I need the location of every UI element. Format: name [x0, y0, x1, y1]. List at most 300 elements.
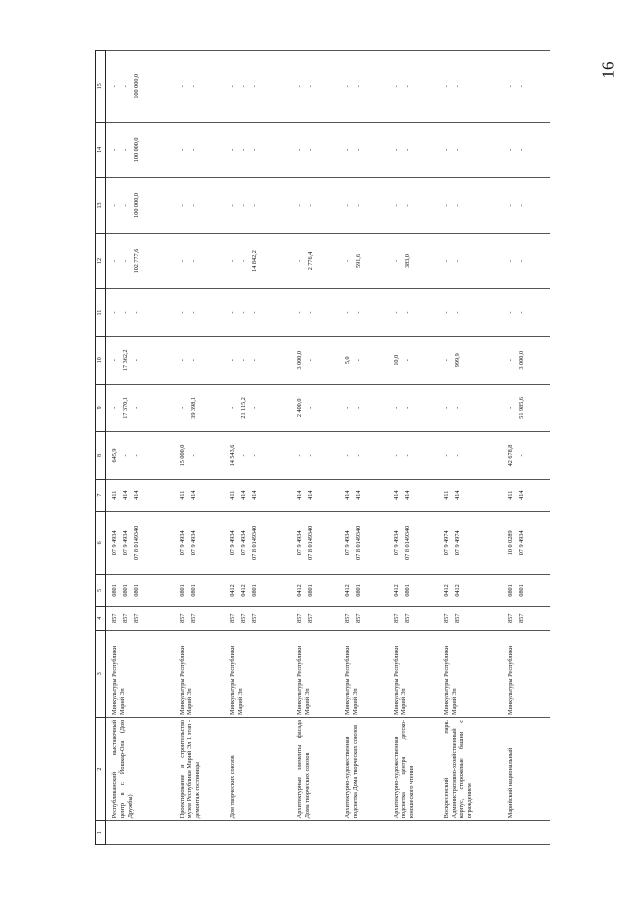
- value-line: 3 000,0: [296, 350, 304, 370]
- value-cell: [388, 575, 438, 607]
- column-header: 1: [96, 821, 106, 845]
- value-line: -: [453, 148, 461, 151]
- value-cell: [438, 432, 502, 480]
- administrator-cell: Минкультуры Республики Марий Эл: [174, 630, 224, 717]
- value-line: 414: [403, 490, 411, 500]
- value-line: -: [392, 406, 400, 409]
- value-cell: [502, 289, 550, 337]
- value-line: 0801: [506, 584, 514, 597]
- value-cell: [224, 178, 291, 234]
- value-line: 857: [517, 613, 525, 623]
- value-line: -: [403, 406, 411, 409]
- value-cell: [106, 575, 174, 607]
- column-header: 13: [96, 178, 106, 234]
- value-line: -: [392, 311, 400, 314]
- value-line: -: [111, 204, 118, 207]
- value-line: -: [189, 85, 197, 88]
- administrator-cell: Минкультуры Республики Марий Эл: [438, 630, 502, 717]
- value-cell: [502, 51, 550, 123]
- value-cell: [174, 233, 224, 289]
- value-line: 857: [111, 613, 118, 623]
- value-line: -: [517, 259, 525, 263]
- table-row: [438, 51, 502, 845]
- value-line: -: [239, 85, 247, 88]
- value-cell: [438, 336, 502, 384]
- value-cell: [388, 432, 438, 480]
- value-line: -: [122, 311, 129, 314]
- value-line: 102 777,6: [133, 248, 140, 274]
- value-cell: [174, 122, 224, 178]
- value-cell: [174, 178, 224, 234]
- value-line: -: [453, 406, 461, 409]
- value-line: 0412: [239, 584, 247, 597]
- value-line: -: [122, 85, 129, 88]
- value-line: -: [178, 85, 186, 88]
- value-line: 14 543,6: [228, 444, 236, 467]
- value-line: -: [178, 406, 186, 409]
- value-line: 2 776,4: [307, 251, 315, 271]
- row-number-cell: [106, 821, 174, 845]
- value-line: -: [355, 359, 363, 362]
- value-line: 857: [296, 613, 304, 623]
- administrator-cell: Минкультуры Республики: [502, 630, 550, 717]
- table-row: [106, 51, 174, 845]
- value-cell: [174, 479, 224, 511]
- value-line: -: [517, 454, 525, 457]
- value-line: -: [122, 148, 129, 151]
- value-cell: [502, 336, 550, 384]
- object-name-cell: Архитектурно-художественная подсветка центра детско-юношеского чтения: [388, 717, 438, 820]
- value-line: -: [344, 311, 352, 314]
- value-line: 857: [228, 613, 236, 623]
- value-line: 414: [344, 490, 352, 500]
- value-line: 414: [239, 490, 247, 500]
- object-name-cell: Марийский национальный: [502, 717, 550, 820]
- value-line: -: [517, 148, 525, 151]
- value-line: -: [239, 311, 247, 314]
- value-line: 0412: [392, 584, 400, 597]
- value-cell: [339, 122, 387, 178]
- value-line: 17 362,2: [122, 349, 129, 372]
- value-cell: [339, 233, 387, 289]
- value-cell: [106, 606, 174, 630]
- value-line: 07 9 4934: [517, 530, 525, 556]
- value-line: -: [239, 204, 247, 207]
- value-line: 857: [403, 613, 411, 623]
- value-line: 07 8 0149340: [403, 525, 411, 560]
- table-row: [291, 51, 339, 845]
- value-line: -: [344, 259, 352, 263]
- value-line: 07 9 4934: [228, 530, 236, 556]
- value-line: 411: [111, 490, 118, 500]
- value-line: -: [453, 454, 461, 457]
- value-line: -: [355, 148, 363, 151]
- value-cell: [174, 336, 224, 384]
- value-line: -: [189, 259, 197, 263]
- value-cell: [339, 289, 387, 337]
- value-line: 07 8 0149340: [355, 525, 363, 560]
- value-line: 0801: [517, 584, 525, 597]
- value-cell: [388, 51, 438, 123]
- value-line: -: [517, 85, 525, 88]
- value-cell: [388, 479, 438, 511]
- object-name-cell: Архитектурно-художественная подсветка Дома творческих союзов: [339, 717, 387, 820]
- value-line: -: [453, 85, 461, 88]
- value-line: -: [442, 454, 450, 457]
- value-line: -: [296, 148, 304, 151]
- value-line: -: [344, 454, 352, 457]
- value-line: -: [111, 311, 118, 314]
- value-line: -: [355, 85, 363, 88]
- value-cell: [224, 384, 291, 432]
- value-cell: [339, 575, 387, 607]
- column-header: 9: [96, 384, 106, 432]
- value-line: -: [307, 454, 315, 457]
- value-cell: [339, 384, 387, 432]
- value-line: -: [111, 148, 118, 151]
- value-line: 0801: [189, 584, 197, 597]
- value-line: 411: [442, 490, 450, 500]
- administrator-cell: Минкультуры Республики Марий Эл: [339, 630, 387, 717]
- value-line: 0801: [122, 584, 129, 597]
- value-line: 414: [307, 490, 315, 500]
- value-line: 2 400,0: [296, 398, 304, 418]
- value-line: 857: [178, 613, 186, 623]
- value-cell: [106, 336, 174, 384]
- value-line: 857: [355, 613, 363, 623]
- table-row: [502, 51, 550, 845]
- value-line: -: [250, 406, 258, 409]
- value-line: -: [189, 148, 197, 151]
- value-cell: [224, 289, 291, 337]
- value-line: -: [296, 311, 304, 314]
- value-line: -: [517, 311, 525, 314]
- value-line: 414: [453, 490, 461, 500]
- column-header: 8: [96, 432, 106, 480]
- column-header: 15: [96, 51, 106, 123]
- value-cell: [106, 289, 174, 337]
- value-line: 17 370,1: [122, 397, 129, 419]
- value-line: -: [189, 204, 197, 207]
- value-line: 857: [344, 613, 352, 623]
- value-line: 857: [189, 613, 197, 623]
- value-line: 07 9 4974: [453, 530, 461, 556]
- value-line: -: [133, 454, 140, 457]
- table-header-row: [96, 51, 106, 845]
- value-line: 0801: [178, 584, 186, 597]
- value-line: -: [250, 148, 258, 151]
- value-cell: [502, 479, 550, 511]
- value-line: -: [392, 204, 400, 207]
- value-line: 411: [506, 490, 514, 500]
- value-line: -: [228, 204, 236, 207]
- value-cell: [106, 51, 174, 123]
- value-line: -: [355, 204, 363, 207]
- column-header: 4: [96, 606, 106, 630]
- value-cell: [174, 384, 224, 432]
- value-cell: [502, 384, 550, 432]
- value-cell: [224, 606, 291, 630]
- value-line: -: [403, 148, 411, 151]
- value-line: -: [178, 311, 186, 314]
- value-cell: [388, 336, 438, 384]
- value-cell: [339, 336, 387, 384]
- value-cell: [339, 511, 387, 575]
- budget-table: [95, 50, 550, 845]
- table-row: [339, 51, 387, 845]
- value-cell: [438, 511, 502, 575]
- value-line: -: [122, 204, 129, 207]
- value-line: -: [307, 359, 315, 362]
- value-cell: [291, 51, 339, 123]
- value-line: 0412: [442, 584, 450, 597]
- value-line: -: [403, 359, 411, 362]
- value-line: -: [122, 259, 129, 263]
- value-line: 5,0: [344, 356, 352, 365]
- row-number-cell: [388, 821, 438, 845]
- value-line: -: [403, 204, 411, 207]
- value-cell: [291, 178, 339, 234]
- value-line: -: [442, 148, 450, 151]
- value-line: 39 398,1: [189, 397, 197, 419]
- value-cell: [224, 575, 291, 607]
- value-line: -: [442, 259, 450, 263]
- value-cell: [106, 432, 174, 480]
- value-cell: [438, 122, 502, 178]
- value-line: -: [250, 85, 258, 88]
- value-line: -: [296, 259, 304, 263]
- table-row: [224, 51, 291, 845]
- value-line: -: [442, 359, 450, 362]
- value-line: -: [442, 406, 450, 409]
- table-row: [388, 51, 438, 845]
- object-name-cell: Архитектурные элементы фасада Дома творческих союзов: [291, 717, 339, 820]
- value-line: -: [239, 259, 247, 263]
- value-cell: [438, 233, 502, 289]
- value-cell: [438, 51, 502, 123]
- value-line: -: [250, 311, 258, 314]
- value-cell: [339, 606, 387, 630]
- value-line: -: [189, 359, 197, 362]
- value-line: 10 0 0289: [506, 530, 514, 556]
- value-line: -: [392, 148, 400, 151]
- value-line: -: [442, 311, 450, 314]
- value-cell: [291, 479, 339, 511]
- value-line: 857: [250, 613, 258, 623]
- value-line: -: [307, 406, 315, 409]
- column-header: 12: [96, 233, 106, 289]
- value-line: -: [228, 359, 236, 362]
- administrator-cell: Минкультуры Республики Марий Эл: [106, 630, 174, 717]
- value-line: 383,0: [403, 254, 411, 268]
- value-cell: [388, 122, 438, 178]
- value-line: -: [178, 259, 186, 263]
- value-line: 15 000,0: [178, 444, 186, 467]
- value-line: -: [178, 148, 186, 151]
- value-line: 3 000,0: [517, 350, 525, 370]
- value-line: 07 9 4934: [296, 530, 304, 556]
- value-line: -: [239, 148, 247, 151]
- value-cell: [388, 384, 438, 432]
- value-line: 857: [307, 613, 315, 623]
- value-line: -: [307, 148, 315, 151]
- value-line: -: [506, 359, 514, 362]
- column-header: 14: [96, 122, 106, 178]
- value-cell: [339, 432, 387, 480]
- value-line: -: [228, 311, 236, 314]
- value-line: 0801: [250, 584, 258, 597]
- value-line: -: [392, 259, 400, 263]
- value-line: -: [403, 311, 411, 314]
- value-cell: [291, 511, 339, 575]
- value-line: 42 678,8: [506, 444, 514, 467]
- value-line: 14 842,2: [250, 250, 258, 272]
- value-line: -: [133, 311, 140, 314]
- value-cell: [502, 575, 550, 607]
- value-line: -: [506, 406, 514, 409]
- value-line: 857: [239, 613, 247, 623]
- rotated-table-container: [95, 50, 550, 845]
- value-cell: [106, 511, 174, 575]
- value-cell: [224, 122, 291, 178]
- value-cell: [106, 233, 174, 289]
- value-cell: [106, 178, 174, 234]
- table-row: [174, 51, 224, 845]
- object-name-cell: Воскресенский парк. Административно-хозяйственный корпус, сторожевые башни с ограждением: [438, 717, 502, 820]
- value-line: 100 000,0: [133, 193, 140, 218]
- value-line: -: [453, 204, 461, 207]
- value-line: 0801: [133, 584, 140, 597]
- value-cell: [502, 122, 550, 178]
- value-line: -: [296, 85, 304, 88]
- row-number-cell: [438, 821, 502, 845]
- value-cell: [438, 384, 502, 432]
- row-number-cell: [339, 821, 387, 845]
- value-line: -: [442, 204, 450, 207]
- value-cell: [502, 178, 550, 234]
- value-cell: [106, 479, 174, 511]
- value-line: 07 9 4934: [392, 530, 400, 556]
- value-line: 0412: [344, 584, 352, 597]
- row-number-cell: [502, 821, 550, 845]
- value-line: -: [453, 311, 461, 314]
- value-line: -: [250, 204, 258, 207]
- value-line: -: [228, 259, 236, 263]
- value-line: 07 8 0149340: [307, 525, 315, 560]
- value-line: -: [111, 359, 118, 362]
- value-line: -: [111, 406, 118, 409]
- column-header: 10: [96, 336, 106, 384]
- value-line: -: [355, 406, 363, 409]
- value-line: 10,0: [392, 354, 400, 366]
- value-cell: [438, 575, 502, 607]
- value-cell: [106, 384, 174, 432]
- value-line: -: [250, 454, 258, 457]
- value-line: 07 9 4934: [178, 530, 186, 556]
- value-line: -: [517, 204, 525, 207]
- value-cell: [502, 606, 550, 630]
- value-line: 21 115,2: [239, 397, 247, 419]
- value-line: 07 9 4974: [442, 530, 450, 556]
- value-cell: [291, 432, 339, 480]
- value-line: 0801: [355, 584, 363, 597]
- value-line: -: [228, 406, 236, 409]
- value-line: -: [111, 85, 118, 88]
- value-line: 857: [506, 613, 514, 623]
- value-line: -: [307, 311, 315, 314]
- value-line: -: [506, 311, 514, 314]
- value-line: -: [453, 259, 461, 263]
- value-line: 51 985,6: [517, 397, 525, 419]
- value-line: -: [296, 454, 304, 457]
- value-line: 0412: [296, 584, 304, 597]
- value-cell: [291, 606, 339, 630]
- object-name-cell: Республиканский выставочный центр в г. Йошкар-Ола (Дом Дружбы): [106, 717, 174, 820]
- value-cell: [291, 384, 339, 432]
- administrator-cell: Минкультуры Республики Марий Эл: [388, 630, 438, 717]
- value-line: 414: [517, 490, 525, 500]
- page-number: 16: [598, 61, 618, 79]
- value-line: -: [506, 85, 514, 88]
- value-line: -: [239, 359, 247, 362]
- value-cell: [224, 432, 291, 480]
- value-line: 414: [250, 490, 258, 500]
- value-cell: [224, 336, 291, 384]
- value-line: -: [133, 406, 140, 409]
- value-line: -: [344, 85, 352, 88]
- value-cell: [174, 606, 224, 630]
- value-line: -: [344, 406, 352, 409]
- value-line: -: [239, 454, 247, 457]
- value-line: 645,9: [111, 448, 118, 463]
- value-cell: [224, 511, 291, 575]
- value-line: -: [442, 85, 450, 88]
- value-line: 414: [133, 490, 140, 500]
- value-line: -: [506, 259, 514, 263]
- value-cell: [224, 233, 291, 289]
- value-line: -: [344, 204, 352, 207]
- value-line: -: [189, 454, 197, 457]
- value-cell: [388, 289, 438, 337]
- value-line: 591,6: [355, 254, 363, 268]
- value-cell: [174, 575, 224, 607]
- value-line: 100 000,0: [133, 73, 140, 99]
- value-line: 857: [442, 613, 450, 623]
- value-line: 414: [392, 490, 400, 500]
- value-cell: [502, 432, 550, 480]
- value-cell: [291, 122, 339, 178]
- value-line: 414: [296, 490, 304, 500]
- value-line: 07 9 4934: [344, 530, 352, 556]
- object-name-cell: Проектирование и строительство музея Республики Марий Эл 1 этап - демонтаж гостиницы: [174, 717, 224, 820]
- value-cell: [174, 511, 224, 575]
- value-cell: [438, 606, 502, 630]
- value-cell: [291, 289, 339, 337]
- value-line: -: [307, 204, 315, 207]
- value-line: -: [178, 204, 186, 207]
- value-line: -: [506, 204, 514, 207]
- value-line: 100 000,0: [133, 137, 140, 163]
- value-cell: [339, 51, 387, 123]
- row-number-cell: [224, 821, 291, 845]
- value-cell: [224, 479, 291, 511]
- column-header: 5: [96, 575, 106, 607]
- value-line: 07 8 0149340: [250, 525, 258, 560]
- value-line: 414: [122, 490, 129, 500]
- value-line: 857: [133, 613, 140, 623]
- column-header: 6: [96, 511, 106, 575]
- administrator-cell: Минкультуры Республики Марий Эл: [224, 630, 291, 717]
